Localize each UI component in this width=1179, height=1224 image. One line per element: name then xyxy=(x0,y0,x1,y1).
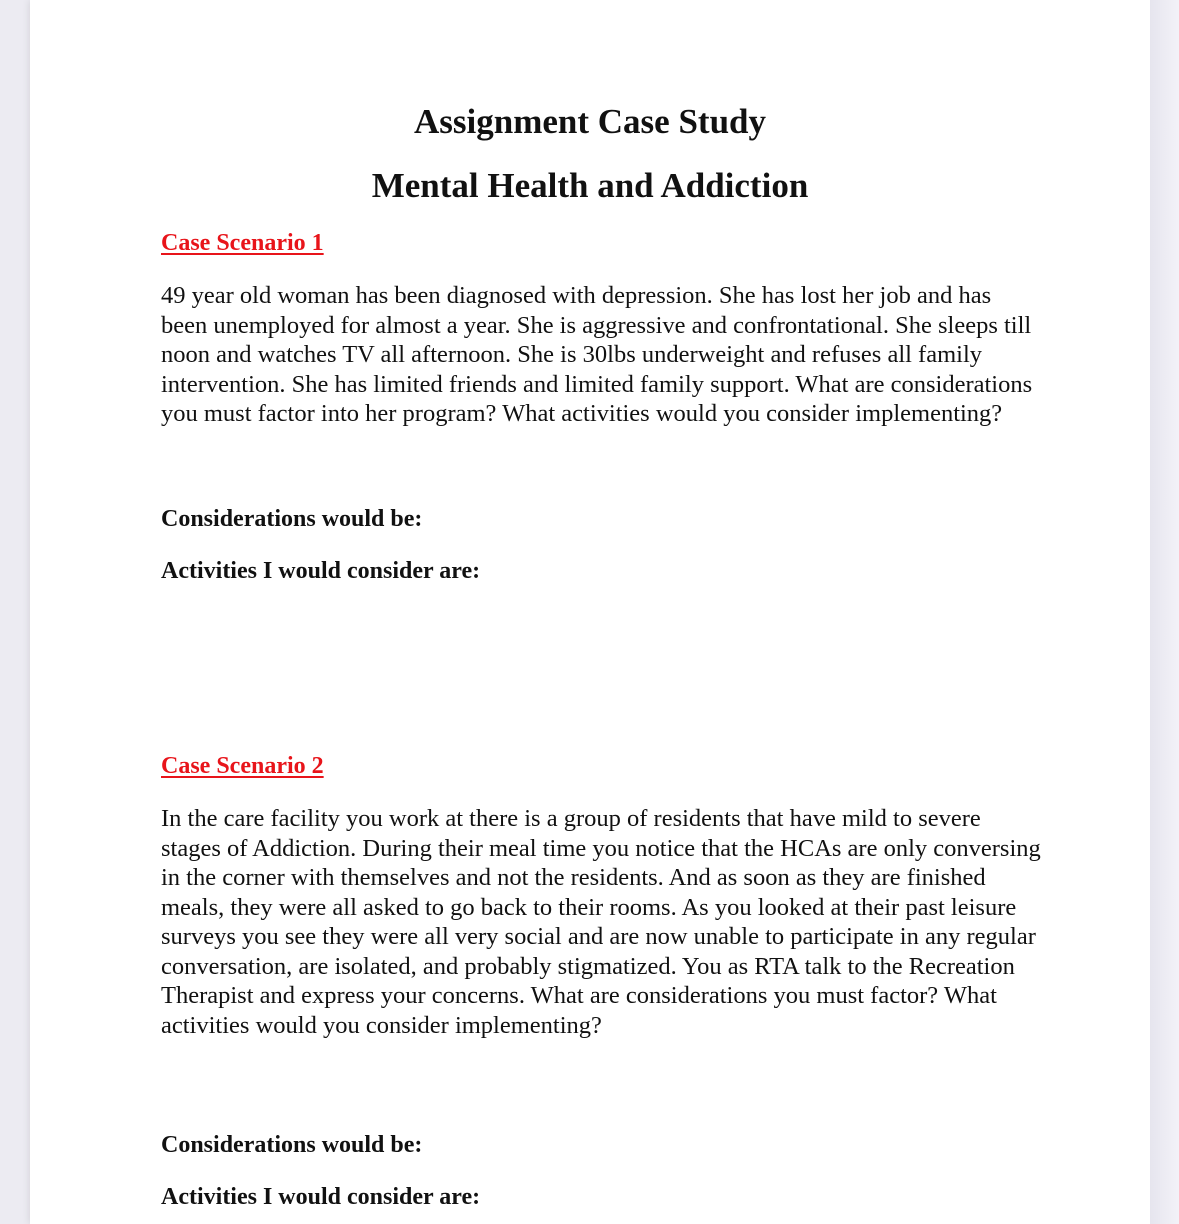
scenario-1-considerations-label: Considerations would be: xyxy=(161,506,423,532)
viewer-margin xyxy=(1150,0,1179,1224)
case-scenario-1-text: 49 year old woman has been diagnosed with depression. She has lost her job and has been unemployed for almost a year. She is aggressive and confrontational. She sleeps till noon and watches TV all afternoon. She is 30lbs underweight and refuses all family intervention. She has limited friends and limited family support. What are considerations you must factor into her program? What activities would you consider implementing? xyxy=(161,282,1033,427)
scenario-2-activities-label: Activities I would consider are: xyxy=(161,1184,481,1210)
document-title: Assignment Case Study xyxy=(414,102,766,141)
scenario-2-considerations-label: Considerations would be: xyxy=(161,1132,423,1158)
document-page xyxy=(30,0,1150,1224)
case-scenario-1-heading: Case Scenario 1 xyxy=(161,230,324,256)
scenario-1-activities-label: Activities I would consider are: xyxy=(161,558,481,584)
case-scenario-2-heading: Case Scenario 2 xyxy=(161,753,324,779)
document-subtitle: Mental Health and Addiction xyxy=(371,166,809,205)
case-scenario-2-text: In the care facility you work at there is a group of residents that have mild to severe stages of Addiction. During their meal time you notice that the HCAs are only conversing in the corner with themselves and not the residents. And as soon as they are finished meals, they were all asked to go back to their rooms. As you looked at their past leisure surveys you see they were all very social and are now unable to participate in any regular conversation, are isolated, and probably stigmatized. You as RTA talk to the Recreation Therapist and express your concerns. What are considerations you must factor? What activities would you consider implementing? xyxy=(161,805,1041,1039)
